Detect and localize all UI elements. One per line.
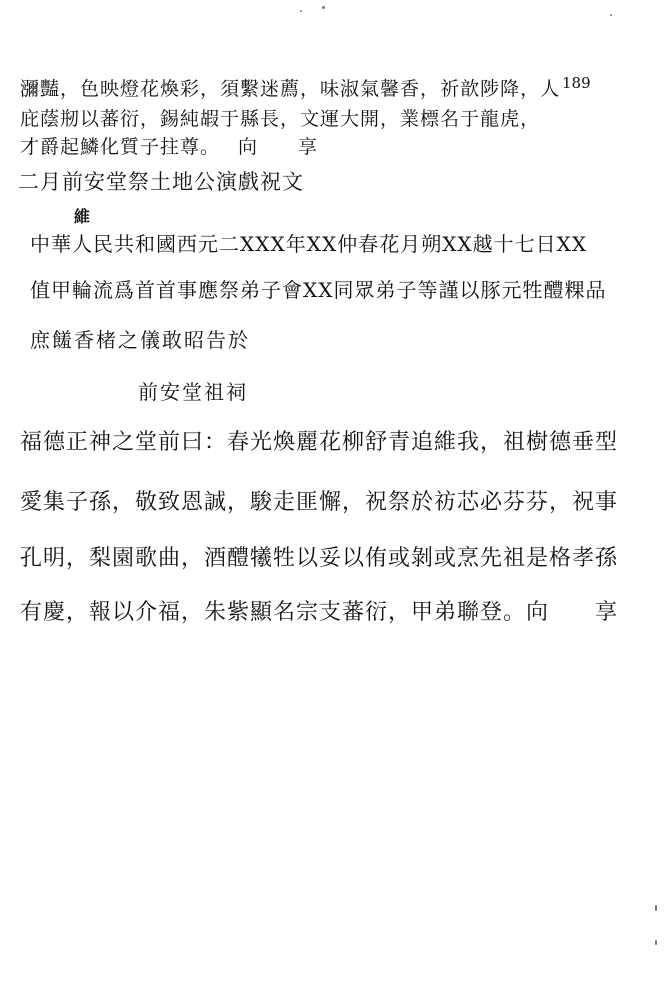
text-column-19-text: 值甲輪流爲首首事應祭弟子會XX同眾弟子等謹以豚元牲醴粿品 xyxy=(30,278,607,302)
text-column-21-text: 前安堂祖祠 xyxy=(138,380,248,404)
page-number: 189 xyxy=(562,74,591,92)
text-column-24-text: 孔明，梨園歌曲，酒醴犧牲以妥以侑或剝或烹先祖是格孝孫 xyxy=(20,546,619,571)
top-line-1-e: 祈歆陟降，人 xyxy=(440,78,560,100)
top-line-2-c: 文運大開， xyxy=(300,108,401,130)
top-line-1-d: 味淑氣馨香， xyxy=(320,78,441,100)
scan-speck xyxy=(300,10,302,12)
scan-speck xyxy=(322,6,325,9)
text-column-22-text: 福德正神之堂前曰：春光煥麗花柳舒青追維我，祖樹德垂型 xyxy=(20,430,619,455)
text-column-23 xyxy=(20,492,618,514)
section-title xyxy=(18,172,304,193)
text-column-20 xyxy=(30,330,250,350)
top-line-2-a: 庇蔭剏以蕃衍， xyxy=(20,108,161,130)
scan-speck xyxy=(655,940,657,945)
text-column-25-text: 有慶，報以介福，朱紫顯名宗支蕃衍，甲弟聯登。向 享 xyxy=(20,600,619,625)
text-column-18 xyxy=(30,234,587,254)
wei-marker-text: 維 xyxy=(74,207,91,226)
top-line-1-a: 瀰豔， xyxy=(20,78,81,100)
scan-speck xyxy=(655,905,657,911)
wei-marker xyxy=(74,204,90,227)
top-line-3-c: 享 xyxy=(298,136,319,158)
section-title-text: 二月前安堂祭土地公演戲祝文 xyxy=(18,170,304,194)
top-line-2-b: 錫純嘏于縣長， xyxy=(160,108,301,130)
text-column-24 xyxy=(20,548,618,570)
text-column-18-text: 中華人民共和國西元二XXX年XX仲春花月朔XX越十七日XX xyxy=(30,232,588,256)
text-column-22 xyxy=(20,432,618,454)
top-line-1-c: 須繫迷薦， xyxy=(220,78,321,100)
text-column-20-text: 庶饈香楮之儀敢昭告於 xyxy=(30,328,250,352)
top-line-2-d: 業標名于 xyxy=(400,108,481,130)
text-column-21 xyxy=(138,382,248,402)
text-column-23-text: 愛集子孫，敬致恩誠，駿走匪懈，祝祭於祊芯必芬芬，祝事 xyxy=(20,490,619,515)
text-column-19 xyxy=(30,280,606,300)
scan-speck xyxy=(610,14,612,16)
top-line-2-e: 龍虎， xyxy=(480,108,541,130)
top-line-3-b: 向 xyxy=(238,136,259,158)
top-line-1-b: 色映燈花煥彩， xyxy=(80,78,221,100)
text-column-25 xyxy=(20,602,618,624)
top-line-3-a: 才爵起鱗化質子拄尊。 xyxy=(20,136,221,158)
